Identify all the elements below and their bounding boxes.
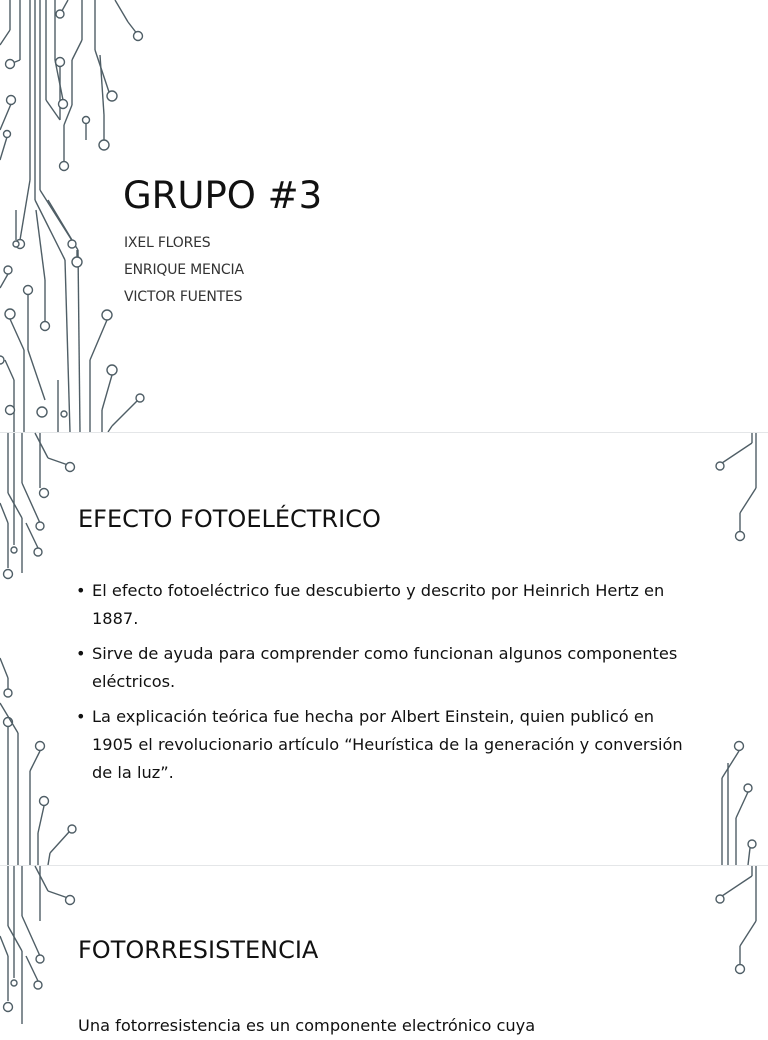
member-name: VICTOR FUENTES bbox=[124, 289, 243, 305]
circuit-decoration-left bbox=[0, 433, 80, 865]
slide-title: FOTORRESISTENCIA bbox=[78, 936, 319, 964]
bullet-glyph: • bbox=[76, 707, 86, 726]
circuit-decoration-left bbox=[0, 866, 80, 1024]
circuit-decoration-right bbox=[690, 433, 768, 865]
bullet-text: Sirve de ayuda para comprender como funcionan algunos componentes eléctricos. bbox=[92, 644, 678, 691]
member-name: IXEL FLORES bbox=[124, 235, 211, 251]
list-item bbox=[76, 703, 696, 787]
slide-title: EFECTO FOTOELÉCTRICO bbox=[78, 505, 381, 533]
slide-efecto-fotoelectrico bbox=[0, 433, 768, 865]
presentation-title: GRUPO #3 bbox=[123, 174, 323, 217]
bullet-glyph: • bbox=[76, 581, 86, 600]
bullet-glyph: • bbox=[76, 644, 86, 663]
bullet-text: El efecto fotoeléctrico fue descubierto y descrito por Heinrich Hertz en 1887. bbox=[92, 581, 665, 628]
list-item bbox=[76, 577, 696, 633]
member-name: ENRIQUE MENCIA bbox=[124, 262, 244, 278]
circuit-decoration-right bbox=[690, 866, 768, 1024]
bullet-list bbox=[76, 577, 696, 794]
slide-title-slide bbox=[0, 0, 768, 432]
slide-fotorresistencia bbox=[0, 866, 768, 1035]
member-list bbox=[124, 230, 244, 311]
bullet-text: La explicación teórica fue hecha por Albert Einstein, quien publicó en 1905 el revolucionario artículo “Heurística de la generación y conversión de la luz”. bbox=[92, 707, 683, 782]
list-item bbox=[76, 640, 696, 696]
slide-paragraph: Una fotorresistencia es un componente electrónico cuya bbox=[78, 1016, 536, 1035]
